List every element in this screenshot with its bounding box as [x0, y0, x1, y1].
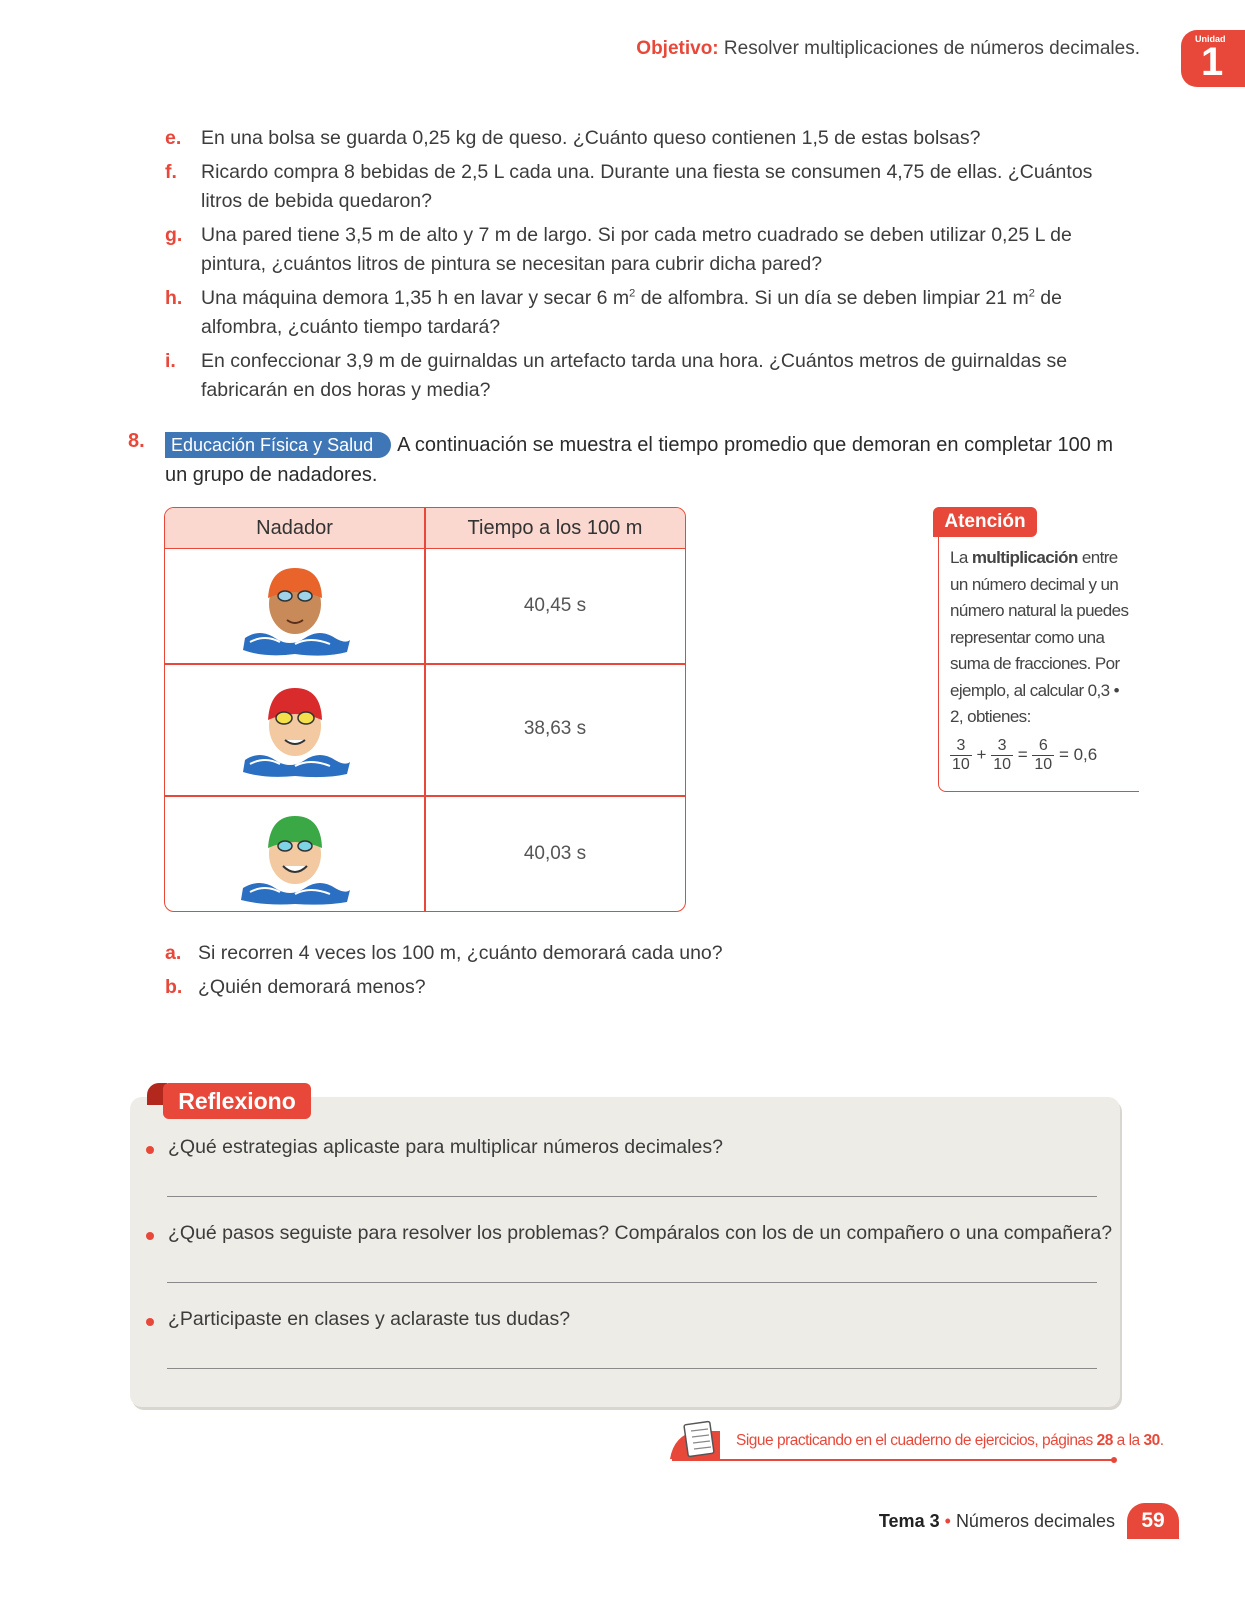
- numerator: 3: [991, 737, 1013, 756]
- exercise-text: En confeccionar 3,9 m de guirnaldas un artefacto tarda una hora. ¿Cuántos metros de guirnaldas se fabricarán en dos horas y media?: [201, 350, 1068, 401]
- attention-text-part: entre un número decimal y un número natural la puedes representar como una suma de fracciones. Por ejemplo, al calcular 0,3 • 2, obtienes:: [950, 548, 1129, 726]
- objective: [600, 38, 1140, 60]
- swimmer-1-illustration: [235, 560, 355, 660]
- column-header-time: Tiempo a los 100 m: [467, 517, 643, 539]
- exercise-text: En una bolsa se guarda 0,25 kg de queso. ¿Cuánto queso contienen 1,5 de estas bolsas?: [201, 127, 981, 149]
- question-letter: a.: [165, 942, 182, 964]
- exercise-text-part: de alfombra. Si un día se deben limpiar 21 m: [635, 287, 1029, 309]
- reflection-title: Reflexiono: [163, 1083, 311, 1119]
- practice-underline-dot: [1111, 1457, 1117, 1463]
- exercise-letter: e.: [165, 127, 182, 149]
- fraction: [950, 737, 972, 774]
- denominator: 10: [1034, 756, 1053, 773]
- denominator: 10: [993, 756, 1011, 773]
- numerator: 3: [950, 737, 972, 756]
- superscript: 2: [1028, 287, 1035, 300]
- answer-line[interactable]: [167, 1282, 1097, 1283]
- question-letter: b.: [165, 976, 183, 998]
- equation-result: = 0,6: [1058, 744, 1098, 764]
- exercise-text: [201, 284, 1125, 342]
- practice-text: Sigue practicando en el cuaderno de ejercicios, páginas: [736, 1432, 1097, 1449]
- time-value: 38,63 s: [523, 718, 587, 739]
- time-value: 40,03 s: [523, 843, 587, 864]
- time-value: 40,45 s: [523, 595, 587, 616]
- subject-tag: Educación Física y Salud: [165, 432, 391, 458]
- page-from: 28: [1096, 1432, 1113, 1449]
- notebook-icon: [668, 1419, 722, 1461]
- attention-title: Atención: [933, 507, 1037, 537]
- objective-label: Objetivo:: [636, 38, 719, 59]
- practice-connector: a la: [1112, 1432, 1144, 1449]
- attention-equation: [950, 737, 1097, 774]
- footer-topic-name: Números decimales: [955, 1511, 1115, 1531]
- reflection-question: ¿Qué pasos seguiste para resolver los problemas? Compáralos con los de un compañero o una compañera?: [168, 1222, 1113, 1244]
- problem-text: A continuación se muestra el tiempo promedio que demoran en completar 100 m un grupo de nadadores.: [165, 434, 1114, 486]
- unit-tab: [1181, 30, 1245, 87]
- superscript: 2: [629, 287, 636, 300]
- problem-statement: [165, 430, 1125, 490]
- exercise-letter: f.: [165, 161, 177, 183]
- exercise-letter: g.: [165, 224, 183, 246]
- bullet-icon: [146, 1232, 154, 1240]
- fraction: [991, 737, 1013, 774]
- swimmer-3-illustration: [235, 806, 355, 906]
- objective-text: Resolver multiplicaciones de números decimales.: [723, 38, 1140, 59]
- exercise-f: [165, 158, 1125, 216]
- question-text: ¿Quién demorará menos?: [198, 976, 426, 998]
- unit-label: Unidad: [1195, 34, 1226, 44]
- exercise-i: [165, 347, 1125, 405]
- exercise-e: [165, 124, 1125, 153]
- row-divider: [165, 663, 685, 665]
- page-number: 59: [1127, 1503, 1179, 1539]
- bullet-icon: [146, 1318, 154, 1326]
- reflection-question: ¿Participaste en clases y aclaraste tus dudas?: [168, 1308, 571, 1330]
- answer-line[interactable]: [167, 1368, 1097, 1369]
- reflection-question: ¿Qué estrategias aplicaste para multiplicar números decimales?: [168, 1136, 723, 1158]
- practice-note: [736, 1432, 1164, 1450]
- row-divider: [165, 795, 685, 797]
- unit-number: 1: [1201, 40, 1224, 84]
- equals-sign: =: [1017, 744, 1028, 764]
- swimmers-table: [164, 507, 686, 912]
- footer-separator: •: [944, 1511, 951, 1531]
- attention-bold-term: multiplicación: [971, 548, 1078, 567]
- practice-underline: [672, 1459, 1115, 1461]
- practice-end: .: [1159, 1432, 1164, 1449]
- column-header-swimmer: Nadador: [256, 517, 333, 539]
- footer-tema: Tema 3: [878, 1511, 940, 1531]
- page-to: 30: [1143, 1432, 1160, 1449]
- answer-line[interactable]: [167, 1196, 1097, 1197]
- denominator: 10: [952, 756, 970, 773]
- question-text: Si recorren 4 veces los 100 m, ¿cuánto demorará cada uno?: [198, 942, 723, 964]
- question-b: [165, 976, 426, 999]
- attention-text: [950, 545, 1135, 731]
- attention-text-part: La: [950, 548, 972, 567]
- exercise-text: Ricardo compra 8 bebidas de 2,5 L cada una. Durante una fiesta se consumen 4,75 de ellas. ¿Cuántos litros de bebida quedaron?: [201, 161, 1093, 212]
- problem-number: 8.: [128, 430, 145, 452]
- plus-sign: +: [976, 744, 987, 764]
- exercise-text-part: de alfombra, ¿cuánto tiempo tardará?: [201, 287, 1062, 338]
- exercise-text-part: Una máquina demora 1,35 h en lavar y secar 6 m: [201, 287, 630, 309]
- exercise-g: [165, 221, 1125, 279]
- fraction: [1032, 737, 1054, 774]
- exercise-letter: i.: [165, 350, 176, 372]
- numerator: 6: [1032, 737, 1054, 756]
- exercise-text: Una pared tiene 3,5 m de alto y 7 m de largo. Si por cada metro cuadrado se deben utilizar 0,25 L de pintura, ¿cuántos litros de pintura se necesitan para cubrir dicha pared?: [201, 224, 1072, 275]
- exercise-letter: h.: [165, 287, 183, 309]
- bullet-icon: [146, 1146, 154, 1154]
- swimmer-2-illustration: [235, 680, 355, 780]
- exercise-h: [165, 284, 1125, 342]
- footer-topic: [830, 1511, 1115, 1532]
- question-a: [165, 942, 723, 965]
